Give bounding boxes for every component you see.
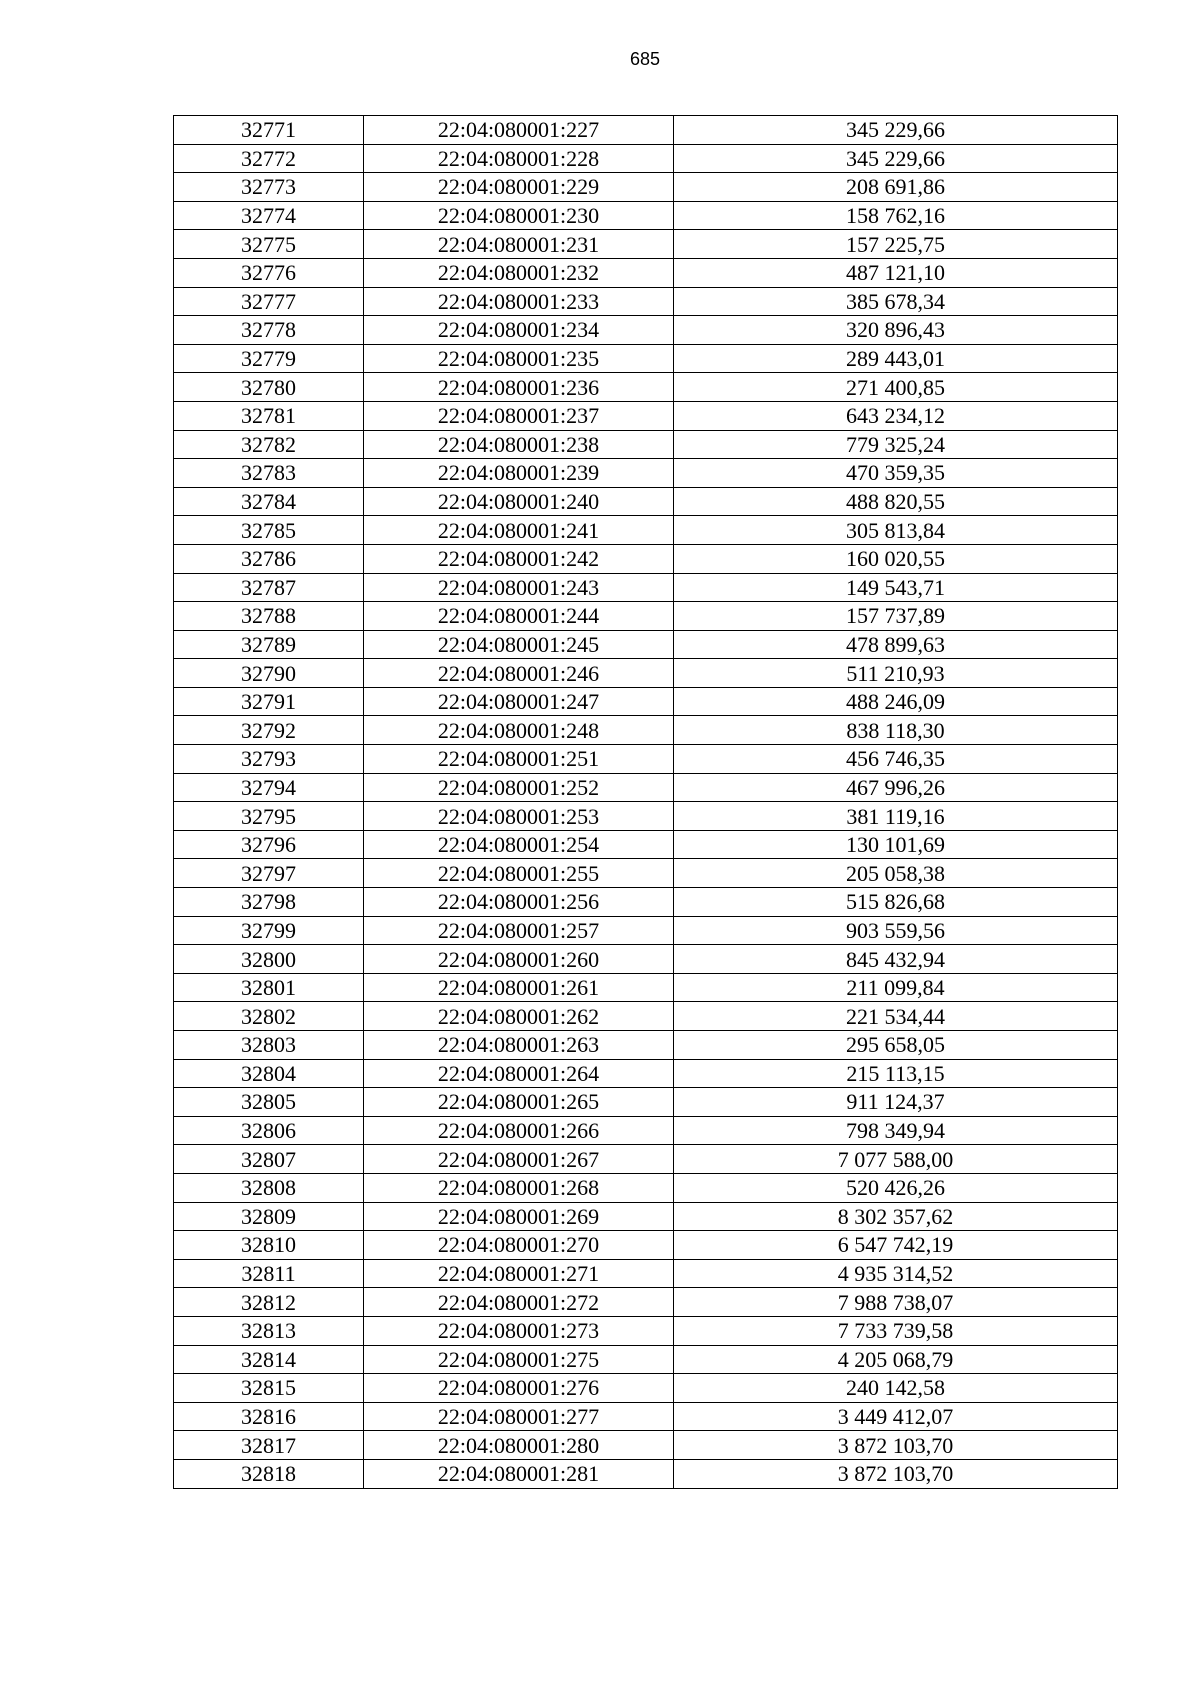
row-number-cell: 32804	[174, 1059, 364, 1088]
row-number-cell: 32812	[174, 1288, 364, 1317]
cadastral-value-cell: 3 449 412,07	[674, 1402, 1118, 1431]
cadastral-number-cell: 22:04:080001:239	[364, 459, 674, 488]
table-row	[174, 1374, 1118, 1403]
cadastral-value-cell: 478 899,63	[674, 630, 1118, 659]
cadastral-value-cell: 779 325,24	[674, 430, 1118, 459]
row-number-cell: 32784	[174, 487, 364, 516]
cadastral-number-cell: 22:04:080001:263	[364, 1031, 674, 1060]
row-number-cell: 32808	[174, 1173, 364, 1202]
row-number-cell: 32782	[174, 430, 364, 459]
cadastral-value-cell: 3 872 103,70	[674, 1459, 1118, 1488]
table-row	[174, 287, 1118, 316]
cadastral-number-cell: 22:04:080001:241	[364, 516, 674, 545]
cadastral-value-cell: 470 359,35	[674, 459, 1118, 488]
table-row	[174, 344, 1118, 373]
row-number-cell: 32813	[174, 1316, 364, 1345]
cadastral-value-cell: 488 820,55	[674, 487, 1118, 516]
table-row	[174, 1431, 1118, 1460]
row-number-cell: 32791	[174, 687, 364, 716]
cadastral-value-cell: 320 896,43	[674, 316, 1118, 345]
cadastral-number-cell: 22:04:080001:251	[364, 745, 674, 774]
table-row	[174, 1145, 1118, 1174]
cadastral-value-cell: 798 349,94	[674, 1116, 1118, 1145]
table-row	[174, 1088, 1118, 1117]
row-number-cell: 32777	[174, 287, 364, 316]
row-number-cell: 32807	[174, 1145, 364, 1174]
table-row	[174, 1231, 1118, 1260]
cadastral-value-cell: 345 229,66	[674, 116, 1118, 145]
cadastral-number-cell: 22:04:080001:255	[364, 859, 674, 888]
cadastral-number-cell: 22:04:080001:242	[364, 544, 674, 573]
cadastral-value-cell: 845 432,94	[674, 945, 1118, 974]
table-row	[174, 144, 1118, 173]
row-number-cell: 32795	[174, 802, 364, 831]
row-number-cell: 32780	[174, 373, 364, 402]
table-row	[174, 516, 1118, 545]
cadastral-number-cell: 22:04:080001:275	[364, 1345, 674, 1374]
table-row	[174, 602, 1118, 631]
table-row	[174, 1345, 1118, 1374]
cadastral-number-cell: 22:04:080001:280	[364, 1431, 674, 1460]
cadastral-number-cell: 22:04:080001:243	[364, 573, 674, 602]
cadastral-value-cell: 381 119,16	[674, 802, 1118, 831]
row-number-cell: 32805	[174, 1088, 364, 1117]
table-row	[174, 1173, 1118, 1202]
cadastral-number-cell: 22:04:080001:253	[364, 802, 674, 831]
table-row	[174, 316, 1118, 345]
row-number-cell: 32801	[174, 973, 364, 1002]
row-number-cell: 32798	[174, 888, 364, 917]
cadastral-number-cell: 22:04:080001:246	[364, 659, 674, 688]
cadastral-number-cell: 22:04:080001:236	[364, 373, 674, 402]
cadastral-value-cell: 911 124,37	[674, 1088, 1118, 1117]
cadastral-value-cell: 208 691,86	[674, 173, 1118, 202]
cadastral-number-cell: 22:04:080001:252	[364, 773, 674, 802]
table-row	[174, 401, 1118, 430]
cadastral-value-cell: 511 210,93	[674, 659, 1118, 688]
row-number-cell: 32772	[174, 144, 364, 173]
cadastral-number-cell: 22:04:080001:270	[364, 1231, 674, 1260]
row-number-cell: 32794	[174, 773, 364, 802]
cadastral-value-cell: 515 826,68	[674, 888, 1118, 917]
table-row	[174, 1316, 1118, 1345]
cadastral-value-cell: 157 225,75	[674, 230, 1118, 259]
cadastral-number-cell: 22:04:080001:235	[364, 344, 674, 373]
row-number-cell: 32797	[174, 859, 364, 888]
table-row	[174, 459, 1118, 488]
cadastral-number-cell: 22:04:080001:228	[364, 144, 674, 173]
cadastral-value-cell: 157 737,89	[674, 602, 1118, 631]
table-row	[174, 1002, 1118, 1031]
table-row	[174, 1031, 1118, 1060]
cadastral-number-cell: 22:04:080001:254	[364, 830, 674, 859]
table-row	[174, 544, 1118, 573]
row-number-cell: 32800	[174, 945, 364, 974]
cadastral-value-cell: 221 534,44	[674, 1002, 1118, 1031]
row-number-cell: 32786	[174, 544, 364, 573]
cadastral-number-cell: 22:04:080001:267	[364, 1145, 674, 1174]
table-row	[174, 916, 1118, 945]
row-number-cell: 32789	[174, 630, 364, 659]
cadastral-value-cell: 240 142,58	[674, 1374, 1118, 1403]
table-row	[174, 802, 1118, 831]
table-row	[174, 573, 1118, 602]
cadastral-value-cell: 130 101,69	[674, 830, 1118, 859]
cadastral-value-cell: 520 426,26	[674, 1173, 1118, 1202]
cadastral-number-cell: 22:04:080001:237	[364, 401, 674, 430]
cadastral-number-cell: 22:04:080001:257	[364, 916, 674, 945]
table-row	[174, 201, 1118, 230]
cadastral-number-cell: 22:04:080001:268	[364, 1173, 674, 1202]
cadastral-value-cell: 160 020,55	[674, 544, 1118, 573]
cadastral-value-cell: 305 813,84	[674, 516, 1118, 545]
cadastral-number-cell: 22:04:080001:238	[364, 430, 674, 459]
cadastral-value-cell: 456 746,35	[674, 745, 1118, 774]
cadastral-value-cell: 488 246,09	[674, 687, 1118, 716]
cadastral-number-cell: 22:04:080001:231	[364, 230, 674, 259]
row-number-cell: 32774	[174, 201, 364, 230]
cadastral-value-cell: 7 077 588,00	[674, 1145, 1118, 1174]
row-number-cell: 32773	[174, 173, 364, 202]
cadastral-number-cell: 22:04:080001:260	[364, 945, 674, 974]
cadastral-value-cell: 4 205 068,79	[674, 1345, 1118, 1374]
row-number-cell: 32779	[174, 344, 364, 373]
table-row	[174, 430, 1118, 459]
row-number-cell: 32817	[174, 1431, 364, 1460]
row-number-cell: 32778	[174, 316, 364, 345]
cadastral-number-cell: 22:04:080001:247	[364, 687, 674, 716]
row-number-cell: 32771	[174, 116, 364, 145]
table-row	[174, 830, 1118, 859]
row-number-cell: 32809	[174, 1202, 364, 1231]
cadastral-value-cell: 8 302 357,62	[674, 1202, 1118, 1231]
cadastral-number-cell: 22:04:080001:240	[364, 487, 674, 516]
table-row	[174, 888, 1118, 917]
table-row	[174, 1116, 1118, 1145]
table-row	[174, 373, 1118, 402]
row-number-cell: 32806	[174, 1116, 364, 1145]
row-number-cell: 32802	[174, 1002, 364, 1031]
table-row	[174, 859, 1118, 888]
cadastral-value-cell: 487 121,10	[674, 258, 1118, 287]
cadastral-number-cell: 22:04:080001:272	[364, 1288, 674, 1317]
table-row	[174, 1059, 1118, 1088]
row-number-cell: 32799	[174, 916, 364, 945]
cadastral-number-cell: 22:04:080001:230	[364, 201, 674, 230]
row-number-cell: 32788	[174, 602, 364, 631]
row-number-cell: 32818	[174, 1459, 364, 1488]
table-row	[174, 659, 1118, 688]
table-row	[174, 1202, 1118, 1231]
cadastral-number-cell: 22:04:080001:232	[364, 258, 674, 287]
table-row	[174, 687, 1118, 716]
cadastral-value-cell: 3 872 103,70	[674, 1431, 1118, 1460]
cadastral-number-cell: 22:04:080001:276	[364, 1374, 674, 1403]
cadastral-value-cell: 903 559,56	[674, 916, 1118, 945]
cadastral-number-cell: 22:04:080001:233	[364, 287, 674, 316]
cadastral-value-cell: 295 658,05	[674, 1031, 1118, 1060]
table-row	[174, 745, 1118, 774]
cadastral-number-cell: 22:04:080001:244	[364, 602, 674, 631]
cadastral-value-cell: 4 935 314,52	[674, 1259, 1118, 1288]
cadastral-number-cell: 22:04:080001:229	[364, 173, 674, 202]
cadastral-value-cell: 289 443,01	[674, 344, 1118, 373]
table-row	[174, 487, 1118, 516]
cadastral-value-cell: 158 762,16	[674, 201, 1118, 230]
table-row	[174, 973, 1118, 1002]
table-row	[174, 116, 1118, 145]
cadastral-value-cell: 385 678,34	[674, 287, 1118, 316]
table-row	[174, 945, 1118, 974]
cadastral-number-cell: 22:04:080001:227	[364, 116, 674, 145]
table-row	[174, 173, 1118, 202]
page-number: 685	[629, 49, 661, 69]
table-row	[174, 1259, 1118, 1288]
row-number-cell: 32815	[174, 1374, 364, 1403]
cadastral-number-cell: 22:04:080001:261	[364, 973, 674, 1002]
table-row	[174, 1459, 1118, 1488]
cadastral-number-cell: 22:04:080001:245	[364, 630, 674, 659]
cadastral-number-cell: 22:04:080001:269	[364, 1202, 674, 1231]
row-number-cell: 32793	[174, 745, 364, 774]
cadastral-number-cell: 22:04:080001:265	[364, 1088, 674, 1117]
table-row	[174, 258, 1118, 287]
row-number-cell: 32787	[174, 573, 364, 602]
cadastral-value-cell: 149 543,71	[674, 573, 1118, 602]
table-row	[174, 716, 1118, 745]
cadastral-value-cell: 205 058,38	[674, 859, 1118, 888]
cadastral-number-cell: 22:04:080001:234	[364, 316, 674, 345]
cadastral-value-cell: 271 400,85	[674, 373, 1118, 402]
cadastral-number-cell: 22:04:080001:271	[364, 1259, 674, 1288]
row-number-cell: 32803	[174, 1031, 364, 1060]
row-number-cell: 32775	[174, 230, 364, 259]
row-number-cell: 32814	[174, 1345, 364, 1374]
row-number-cell: 32781	[174, 401, 364, 430]
table-row	[174, 773, 1118, 802]
cadastral-number-cell: 22:04:080001:277	[364, 1402, 674, 1431]
cadastral-value-cell: 7 988 738,07	[674, 1288, 1118, 1317]
cadastral-value-cell: 467 996,26	[674, 773, 1118, 802]
row-number-cell: 32790	[174, 659, 364, 688]
cadastral-value-cell: 345 229,66	[674, 144, 1118, 173]
row-number-cell: 32785	[174, 516, 364, 545]
row-number-cell: 32776	[174, 258, 364, 287]
cadastral-number-cell: 22:04:080001:264	[364, 1059, 674, 1088]
table-body	[174, 116, 1118, 1489]
cadastral-value-table	[173, 115, 1118, 1489]
table-row	[174, 1402, 1118, 1431]
row-number-cell: 32810	[174, 1231, 364, 1260]
cadastral-number-cell: 22:04:080001:281	[364, 1459, 674, 1488]
row-number-cell: 32783	[174, 459, 364, 488]
cadastral-value-cell: 838 118,30	[674, 716, 1118, 745]
cadastral-value-cell: 7 733 739,58	[674, 1316, 1118, 1345]
cadastral-value-cell: 211 099,84	[674, 973, 1118, 1002]
cadastral-value-cell: 643 234,12	[674, 401, 1118, 430]
row-number-cell: 32796	[174, 830, 364, 859]
table-row	[174, 230, 1118, 259]
cadastral-number-cell: 22:04:080001:266	[364, 1116, 674, 1145]
row-number-cell: 32792	[174, 716, 364, 745]
table-row	[174, 1288, 1118, 1317]
row-number-cell: 32816	[174, 1402, 364, 1431]
cadastral-number-cell: 22:04:080001:262	[364, 1002, 674, 1031]
cadastral-number-cell: 22:04:080001:256	[364, 888, 674, 917]
cadastral-value-cell: 6 547 742,19	[674, 1231, 1118, 1260]
cadastral-number-cell: 22:04:080001:273	[364, 1316, 674, 1345]
table-row	[174, 630, 1118, 659]
cadastral-value-cell: 215 113,15	[674, 1059, 1118, 1088]
row-number-cell: 32811	[174, 1259, 364, 1288]
cadastral-number-cell: 22:04:080001:248	[364, 716, 674, 745]
